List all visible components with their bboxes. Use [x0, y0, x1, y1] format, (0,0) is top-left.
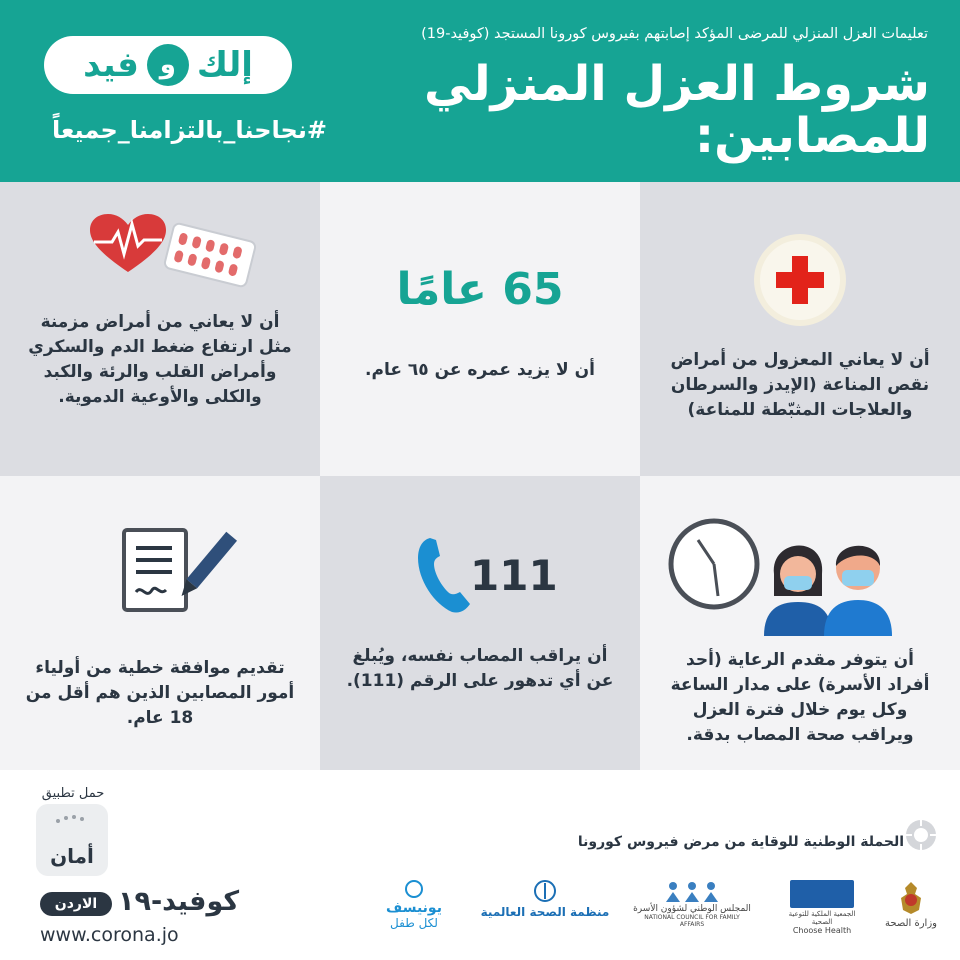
logo-word-2: فيد — [83, 45, 139, 85]
header-banner — [0, 0, 960, 182]
condition-text: تقديم موافقة خطية من أولياء أمور المصابين الذين هم أقل من 18 عام. — [25, 658, 295, 728]
hotline-number: 111 — [470, 551, 558, 600]
download-label: حمل تطبيق — [41, 786, 105, 801]
medical-cross-icon — [752, 232, 848, 328]
campaign-label: الحملة الوطنية للوقاية من مرض فيروس كورونا — [577, 834, 904, 850]
signal-dots-icon — [54, 814, 90, 828]
condition-immunity — [640, 182, 960, 476]
pills-blister-icon — [162, 222, 258, 288]
family-icon — [663, 880, 721, 902]
jordan-badge: الاردن — [40, 892, 112, 916]
who-logo: منظمة الصحة العالمية — [480, 880, 610, 920]
who-emblem-icon — [534, 880, 556, 902]
aman-app-button[interactable] — [36, 804, 108, 876]
condition-text: أن لا يزيد عمره عن ٦٥ عام. — [365, 360, 595, 380]
condition-text: أن يتوفر مقدم الرعاية (أحد أفراد الأسرة) على مدار الساعة وكل يوم خلال فترة العزل ويراقب صحة المصاب بدقة. — [670, 650, 930, 745]
condition-text: أن لا يعاني المعزول من أمراض نقص المناعة (الإيدز والسرطان والعلاجات المثبّطة للمناعة) — [670, 350, 930, 420]
hashtag: #نجاحنا_بالتزامنا_جميعاً — [52, 116, 327, 144]
covid-title: كوفيد-١٩ — [118, 886, 240, 917]
header-subtitle: تعليمات العزل المنزلي للمرضى المؤكد إصابتهم بفيروس كورونا المستجد (كوفيد-19) — [421, 26, 928, 42]
heart-rate-icon — [88, 212, 168, 276]
masked-people-icon — [758, 526, 898, 636]
condition-chronic — [0, 182, 320, 476]
app-name: أمان — [50, 844, 94, 868]
condition-text: أن لا يعاني من أمراض مزمنة مثل ارتفاع ضغط الدم والسكري وأمراض القلب والرئة والكبد والكلى والأوعية الدموية. — [28, 312, 292, 407]
ncfa-logo: المجلس الوطني لشؤون الأسرة NATIONAL COUNCIL FOR FAMILY AFFAIRS — [632, 880, 752, 928]
page-title: شروط العزل المنزلي للمصابين: — [424, 56, 930, 164]
rhas-logo: الجمعية الملكية للتوعية الصحية Choose Health — [780, 880, 864, 935]
age-highlight: 65 عامًا — [396, 264, 564, 315]
phone-icon — [416, 534, 472, 614]
footer — [0, 770, 960, 960]
campaign-logo — [44, 36, 292, 94]
condition-age — [320, 182, 640, 476]
condition-text: أن يراقب المصاب نفسه، ويُبلغ عن أي تدهور على الرقم (111). — [346, 646, 614, 691]
condition-caregiver — [640, 476, 960, 770]
moh-logo: وزارة الصحة — [878, 880, 944, 929]
campaign-virus-icon — [904, 818, 938, 852]
unicef-logo: يونيسف لكل طفل — [370, 880, 458, 930]
coat-of-arms-icon — [893, 880, 929, 916]
clock-icon — [668, 518, 760, 610]
logo-connector: و — [147, 44, 189, 86]
document-pen-icon — [118, 526, 238, 616]
condition-hotline — [320, 476, 640, 770]
condition-consent — [0, 476, 320, 770]
website-link[interactable]: www.corona.jo — [40, 924, 179, 946]
globe-icon — [405, 880, 423, 898]
conditions-grid — [0, 182, 960, 770]
logo-word-1: إلك — [196, 45, 253, 85]
